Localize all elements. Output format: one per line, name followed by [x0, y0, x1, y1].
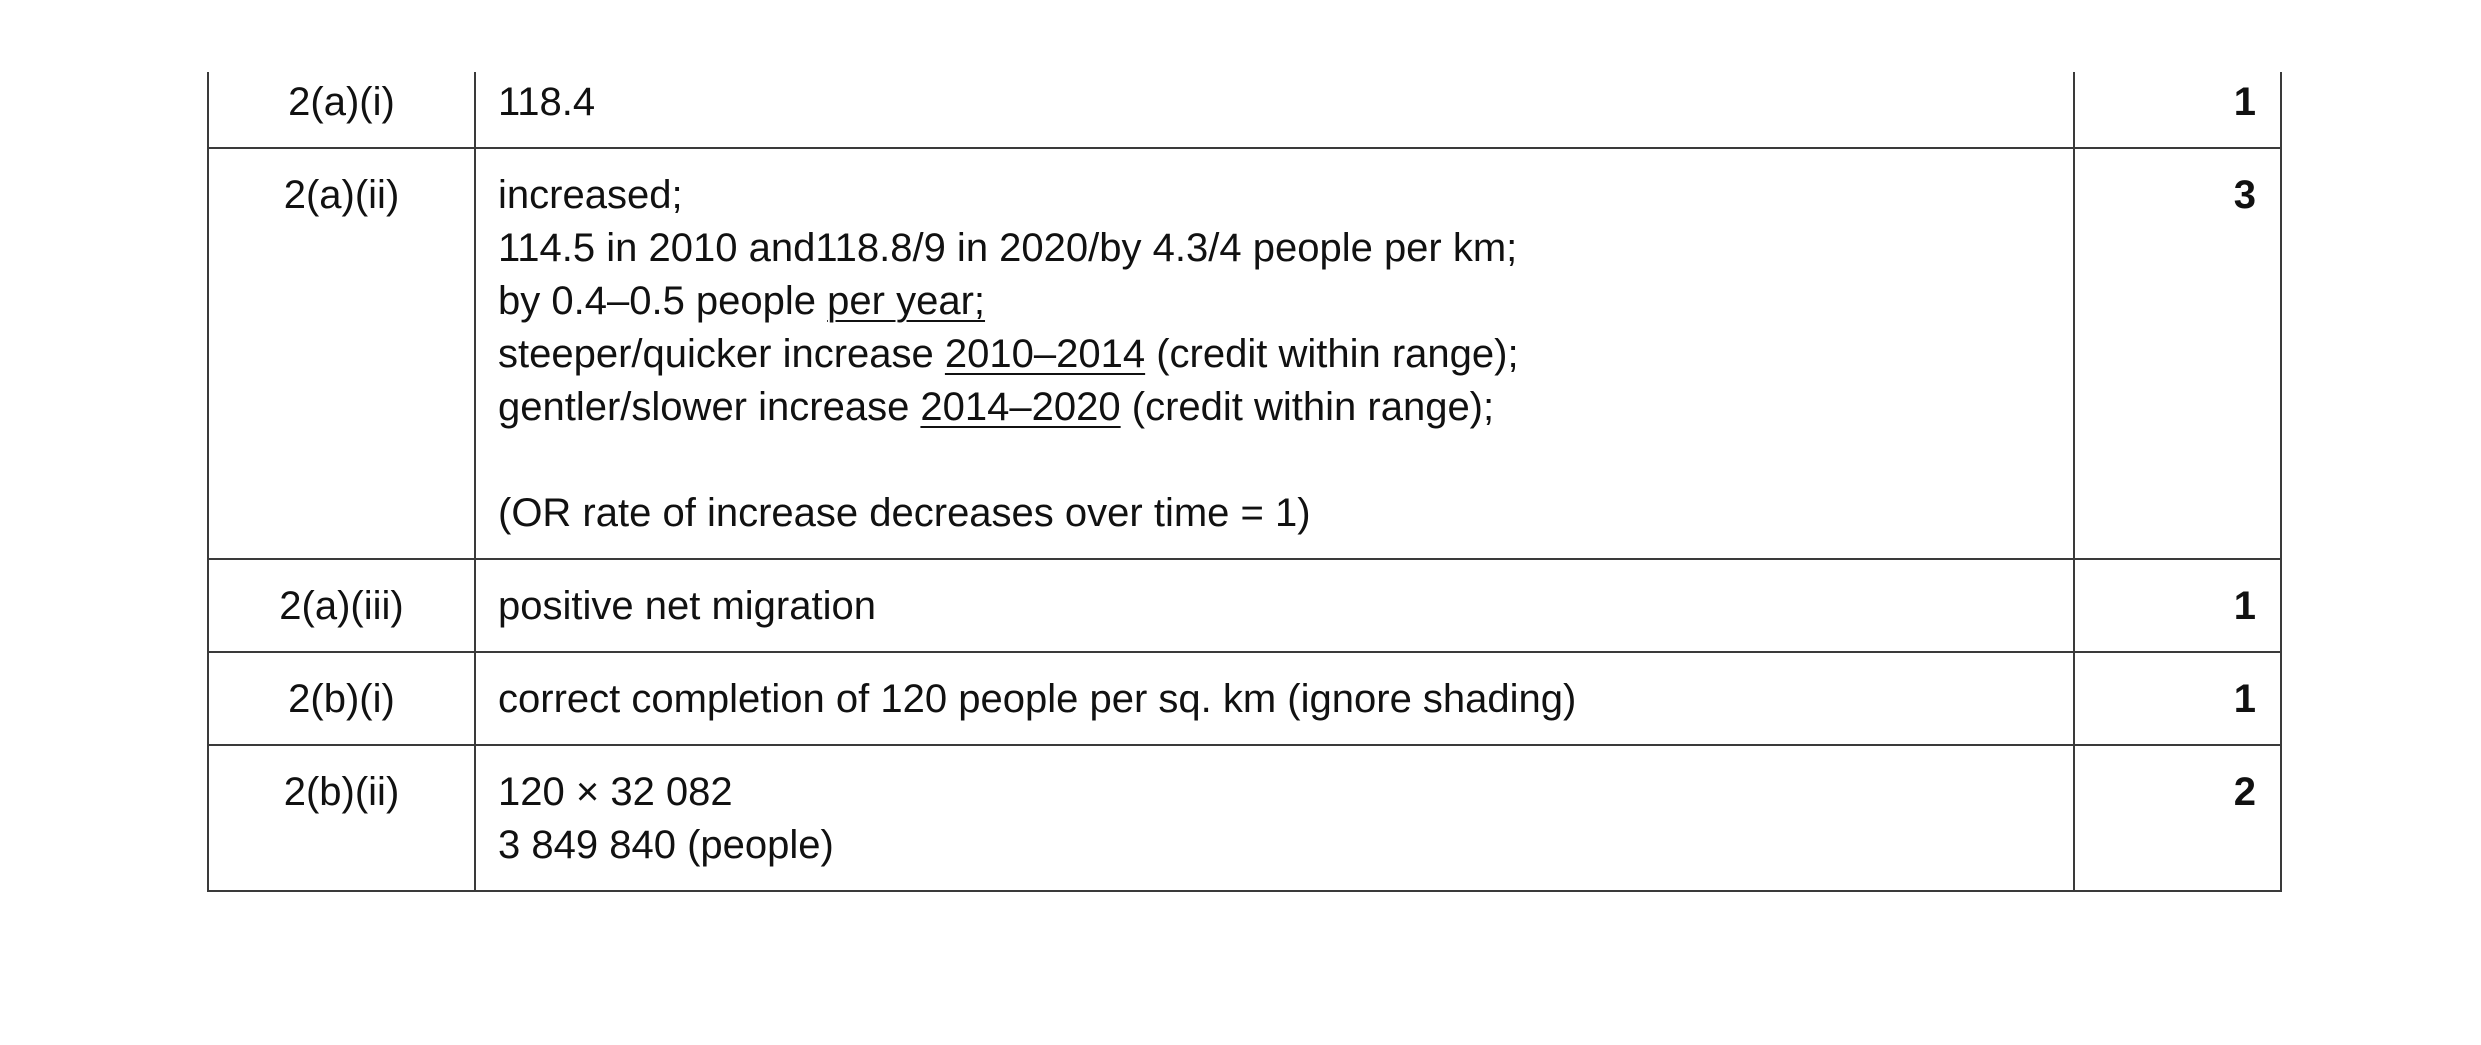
answer-cell	[475, 148, 2074, 559]
answer-line: 114.5 in 2010 and118.8/9 in 2020/by 4.3/4 people per km;	[498, 226, 1518, 270]
marks-cell	[2074, 148, 2281, 559]
marks-cell	[2074, 652, 2281, 745]
answer-cell	[475, 559, 2074, 652]
answer-cell	[475, 745, 2074, 891]
blank-line	[498, 434, 2051, 487]
answer-line	[498, 328, 2051, 381]
answer-line: correct completion of 120 people per sq. km (ignore shading)	[498, 677, 1577, 721]
question-number: 2(a)(i)	[288, 80, 395, 124]
question-cell	[208, 559, 475, 652]
answer-cell	[475, 72, 2074, 148]
marks-cell	[2074, 745, 2281, 891]
answer-line: 3 849 840 (people)	[498, 823, 834, 867]
question-cell	[208, 148, 475, 559]
question-number: 2(b)(i)	[288, 677, 395, 721]
answer-line	[498, 275, 2051, 328]
underlined-term: 2010–2014	[944, 332, 1146, 376]
answer-line: 118.4	[498, 80, 596, 124]
marks-value: 1	[2233, 80, 2256, 124]
mark-scheme-table	[207, 72, 2282, 892]
question-cell	[208, 745, 475, 891]
marks-cell	[2074, 559, 2281, 652]
answer-line: (OR rate of increase decreases over time = 1)	[498, 491, 1311, 535]
marks-value: 1	[2233, 677, 2256, 721]
marks-cell	[2074, 72, 2281, 148]
marks-value: 2	[2233, 770, 2256, 814]
table-row	[208, 745, 2281, 891]
marks-value: 1	[2233, 584, 2256, 628]
answer-line: positive net migration	[498, 584, 876, 628]
answer-text: (credit within range);	[1145, 332, 1519, 376]
table-row	[208, 559, 2281, 652]
question-number: 2(a)(iii)	[279, 584, 404, 628]
answer-text: by 0.4–0.5 people	[498, 279, 828, 323]
answer-text: (credit within range);	[1120, 385, 1495, 429]
answer-cell	[475, 652, 2074, 745]
table-row	[208, 652, 2281, 745]
marks-value: 3	[2233, 173, 2256, 217]
answer-line: increased;	[498, 173, 683, 217]
answer-text: steeper/quicker increase	[498, 332, 945, 376]
table-row	[208, 72, 2281, 148]
answer-line: 120 × 32 082	[498, 770, 733, 814]
table-row	[208, 148, 2281, 559]
answer-line	[498, 381, 2051, 434]
underlined-term: per year;	[827, 279, 986, 323]
question-number: 2(a)(ii)	[283, 173, 400, 217]
question-cell	[208, 72, 475, 148]
underlined-term: 2014–2020	[920, 385, 1121, 429]
answer-text: gentler/slower increase	[498, 385, 921, 429]
question-number: 2(b)(ii)	[283, 770, 400, 814]
question-cell	[208, 652, 475, 745]
